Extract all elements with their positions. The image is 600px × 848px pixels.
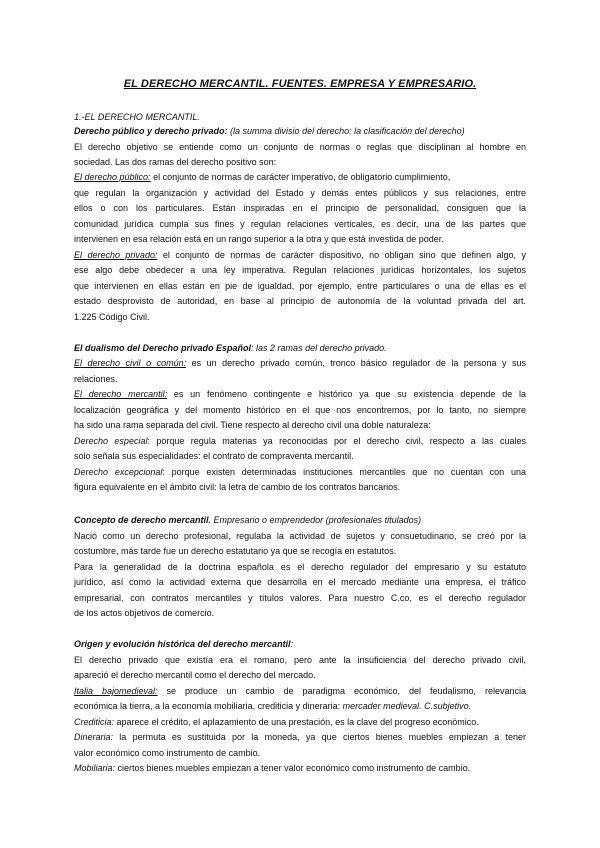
paragraph-line: apareció el derecho mercantil como el derecho del mercado. <box>74 670 316 680</box>
term-italia-bajomedieval: Italia bajomedieval: <box>74 686 158 696</box>
paragraph-line: El derecho privado que existía era el romano, pero ante la insuficiencia del derecho privado civil, <box>74 655 526 665</box>
subheading-colon: : <box>290 639 294 649</box>
subheading-concepto <box>74 514 526 526</box>
paragraph-line: costumbre, más tarde fue un derecho estatutario ya que se recogía en estatutos. <box>74 546 397 556</box>
subheading-bold: El dualismo del Derecho privado Español <box>74 343 252 353</box>
definition-text: : porque existen determinadas instituciones mercantiles que no cuentan con una <box>162 467 526 477</box>
paragraph-line: Para la generalidad de la doctrina española es el derecho regulador del empresario y su estatuto <box>74 562 526 572</box>
subheading-italic: (la summa divisio del derecho: la clasificación del derecho) <box>227 126 465 136</box>
definition-line <box>74 171 526 183</box>
definition-text: es un fenómeno contingente e histórico ya que su existencia depende de la <box>167 389 526 399</box>
subheading-bold: Origen y evolución histórica del derecho mercantil <box>74 639 291 649</box>
paragraph-line: ese algo debe obedecer a una ley imperativa. Regulan relaciones jurídicas horizontales, los sujetos <box>74 265 526 275</box>
subheading-bold: Concepto de derecho mercantil <box>74 515 209 525</box>
definition-text: el conjunto de normas de carácter dispositivo, no obligan sino que definen algo, y <box>157 250 526 260</box>
paragraph-line: Nació como un derecho profesional, regulaba la actividad de sujetos y consuetudinario, se creó por la <box>74 531 526 541</box>
paragraph-line: empresarial, con contratos mercantiles y títulos valores. Para nuestro C.co, es el derecho regulador <box>74 593 526 603</box>
definition-line <box>74 388 526 400</box>
text-span: económica la tierra, a la economía mobiliaria, crediticia y dineraria: <box>74 701 343 711</box>
subheading-italic: . Empresario o emprendedor (profesionales titulados) <box>208 515 422 525</box>
term-derecho-publico: El derecho público: <box>74 172 151 182</box>
paragraph-line: ha sido una rama separada del civil. Tiene respecto al derecho civil una doble naturaleza: <box>74 420 431 430</box>
paragraph-line: ellos o con los particulares. Están inspiradas en el principio de personalidad, consiguen que la <box>74 203 526 213</box>
definition-line <box>74 685 526 697</box>
term-derecho-mercantil: El derecho mercantil: <box>74 389 168 399</box>
definition-text: el conjunto de normas de carácter imperativo, de obligatorio cumplimiento, <box>150 172 451 182</box>
term-derecho-civil: El derecho civil o común: <box>74 358 187 368</box>
definition-text: : porque regula materias ya reconocidas por el derecho civil, respecto a las cuales <box>147 436 526 446</box>
subheading-dualismo <box>74 342 526 354</box>
definition-line <box>74 731 526 743</box>
paragraph-line: de los actos objetivos de comercio. <box>74 608 215 618</box>
paragraph-line: estado desprovisto de autoridad, en base al principio de autonomía de la voluntad privada del art. <box>74 296 526 306</box>
paragraph-line <box>74 700 526 712</box>
subheading-origen <box>74 638 526 650</box>
definition-line <box>74 357 526 369</box>
paragraph-line: sociedad. Las dos ramas del derecho positivo son: <box>74 157 277 167</box>
section-1-heading: 1.-EL DERECHO MERCANTIL. <box>74 112 200 122</box>
definition-text: aparece el crédito, el aplazamiento de una prestación, es la clave del progreso económico. <box>114 717 479 727</box>
paragraph-line: que regulan la organización y actividad del Estado y demás entes públicos y sus relaciones, entre <box>74 188 526 198</box>
paragraph-line: localización geográfica y del momento histórico en el que nos encontremos, por lo tanto, no siempre <box>74 405 526 415</box>
paragraph-line: valor económico como instrumento de cambio. <box>74 748 261 758</box>
definition-line <box>74 249 526 261</box>
paragraph-line: relaciones. <box>74 374 118 384</box>
paragraph-line: intervienen en esa relación está en un rango superior a la otra y que está investida de poder. <box>74 234 444 244</box>
definition-line <box>74 435 526 447</box>
definition-line <box>74 466 526 478</box>
definition-text: es un derecho privado común, tronco básico regulador de la persona y sus <box>186 358 526 368</box>
paragraph-line: que intervienen en ellas están en pie de igualdad, por ejemplo, entre particulares o una de ellas es el <box>74 281 526 291</box>
term-mobiliaria: Mobiliaria: <box>74 763 116 773</box>
term-derecho-excepcional: Derecho excepcional <box>74 467 163 477</box>
definition-text: se produce un cambio de paradigma económico, del feudalismo, relevancia <box>157 686 526 696</box>
paragraph-line: figura equivalente en el ámbito civil: la letra de cambio de los contratos bancarios. <box>74 482 401 492</box>
paragraph-line: solo señala sus especialidades: el contrato de compraventa mercantil. <box>74 451 354 461</box>
paragraph-line: jurídico, así como la actividad externa que desarrolla en el mercado mediante una empresa, el tráfico <box>74 577 526 587</box>
document-title: EL DERECHO MERCANTIL. FUENTES. EMPRESA Y EMPRESARIO. <box>123 78 477 90</box>
term-derecho-especial: Derecho especial <box>74 436 148 446</box>
term-derecho-privado: El derecho privado: <box>74 250 158 260</box>
subheading-bold: Derecho público y derecho privado: <box>74 126 228 136</box>
definition-text: ciertos bienes muebles empiezan a tener valor económico como instrumento de cambio. <box>115 763 471 773</box>
definition-line <box>74 762 526 774</box>
definition-line <box>74 716 526 728</box>
text-span-italic: mercader medieval. C.subjetivo. <box>342 701 472 711</box>
definition-text: la permuta es sustituida por la moneda, ya que ciertos bienes muebles empiezan a tener <box>113 732 526 742</box>
paragraph-line: El derecho objetivo se entiende como un conjunto de normas o reglas que disciplinan al hombre en <box>74 142 526 152</box>
subheading-italic: : las 2 ramas del derecho privado. <box>251 343 387 353</box>
term-dineraria: Dineraria: <box>74 732 114 742</box>
subheading-public-private <box>74 125 526 137</box>
paragraph-line: comunidad jurídica cumpla sus fines y regulan relaciones verticales, es decir, una de las partes que <box>74 219 526 229</box>
term-crediticia: Crediticia: <box>74 717 115 727</box>
paragraph-line: 1.225 Código Civil. <box>74 312 150 322</box>
